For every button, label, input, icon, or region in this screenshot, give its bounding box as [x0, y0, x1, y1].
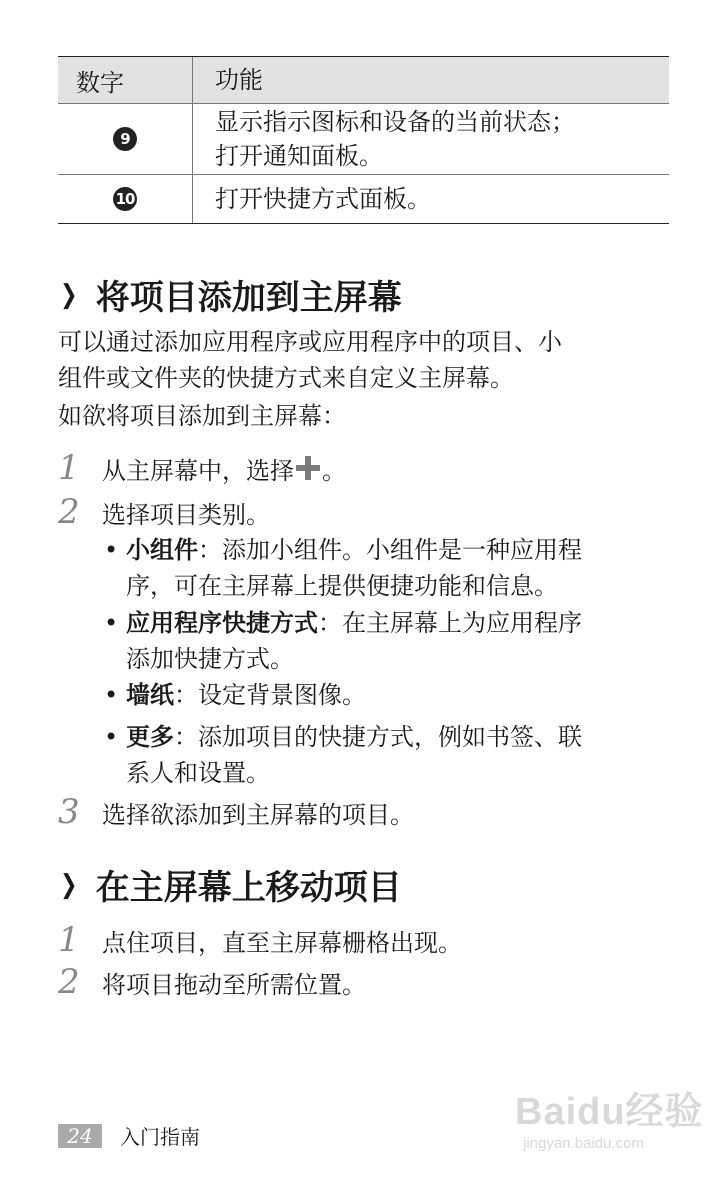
watermark: [515, 1080, 704, 1152]
step-number: 1: [58, 448, 80, 488]
step-text: 从主屏幕中，选择: [102, 456, 294, 485]
function-table: [58, 56, 669, 224]
bullet-term: 应用程序快捷方式: [126, 609, 318, 637]
step: [58, 920, 462, 960]
watermark-logo: Baidu经验: [515, 1091, 704, 1133]
step: 1 从主屏幕中，选择 。: [58, 448, 346, 488]
row-text: 打开通知面板。: [215, 142, 383, 170]
step-number: 2: [58, 492, 80, 532]
header-number: 数字: [58, 57, 193, 103]
intro-paragraph: 可以通过添加应用程序或应用程序中的项目、小 组件或文件夹的快捷方式来自定义主屏幕。: [58, 328, 562, 392]
section-title: 将项目添加到主屏幕: [95, 278, 402, 318]
step-text: 选择欲添加到主屏幕的项目。: [102, 800, 414, 829]
step: [58, 792, 414, 832]
plus-icon: [296, 456, 320, 480]
step-number: 3: [58, 792, 80, 832]
row-text: 打开快捷方式面板。: [215, 185, 431, 213]
section-heading: [58, 270, 402, 319]
chevron-right-icon: ❯: [60, 279, 78, 310]
table-row: [58, 175, 669, 224]
table-row: [58, 104, 669, 175]
number-badge: 9: [113, 127, 137, 151]
list-item: • 应用程序快捷方式：在主屏幕上为应用程序 添加快捷方式。: [104, 609, 582, 673]
page-number: 24: [58, 1124, 102, 1148]
bullet-term: 小组件: [126, 536, 198, 564]
step: [58, 492, 270, 532]
lead-text: 如欲将项目添加到主屏幕：: [58, 402, 346, 430]
step: [58, 962, 366, 1002]
bullet-term: 墙纸: [126, 681, 174, 709]
step-text: 点住项目，直至主屏幕栅格出现。: [102, 928, 462, 957]
number-badge: 10: [113, 187, 137, 211]
list-item: • 墙纸：设定背景图像。: [104, 681, 366, 709]
step-number: 1: [58, 920, 80, 960]
list-item: • 更多：添加项目的快捷方式，例如书签、联 系人和设置。: [104, 723, 582, 787]
step-text: 将项目拖动至所需位置。: [102, 970, 366, 999]
section-title: 在主屏幕上移动项目: [95, 868, 402, 908]
step-text: 选择项目类别。: [102, 500, 270, 529]
header-function: 功能: [215, 66, 263, 94]
chevron-right-icon: ❯: [60, 869, 78, 900]
bullet-term: 更多: [126, 723, 174, 751]
table-header-row: [58, 56, 669, 104]
watermark-url: jingyan.baidu.com: [523, 1135, 644, 1152]
list-item: • 小组件：添加小组件。小组件是一种应用程 序，可在主屏幕上提供便捷功能和信息。: [104, 536, 582, 600]
section-heading: [58, 860, 402, 909]
step-number: 2: [58, 962, 80, 1002]
chapter-label: 入门指南: [120, 1125, 200, 1149]
row-text: 显示指示图标和设备的当前状态；: [215, 108, 575, 136]
